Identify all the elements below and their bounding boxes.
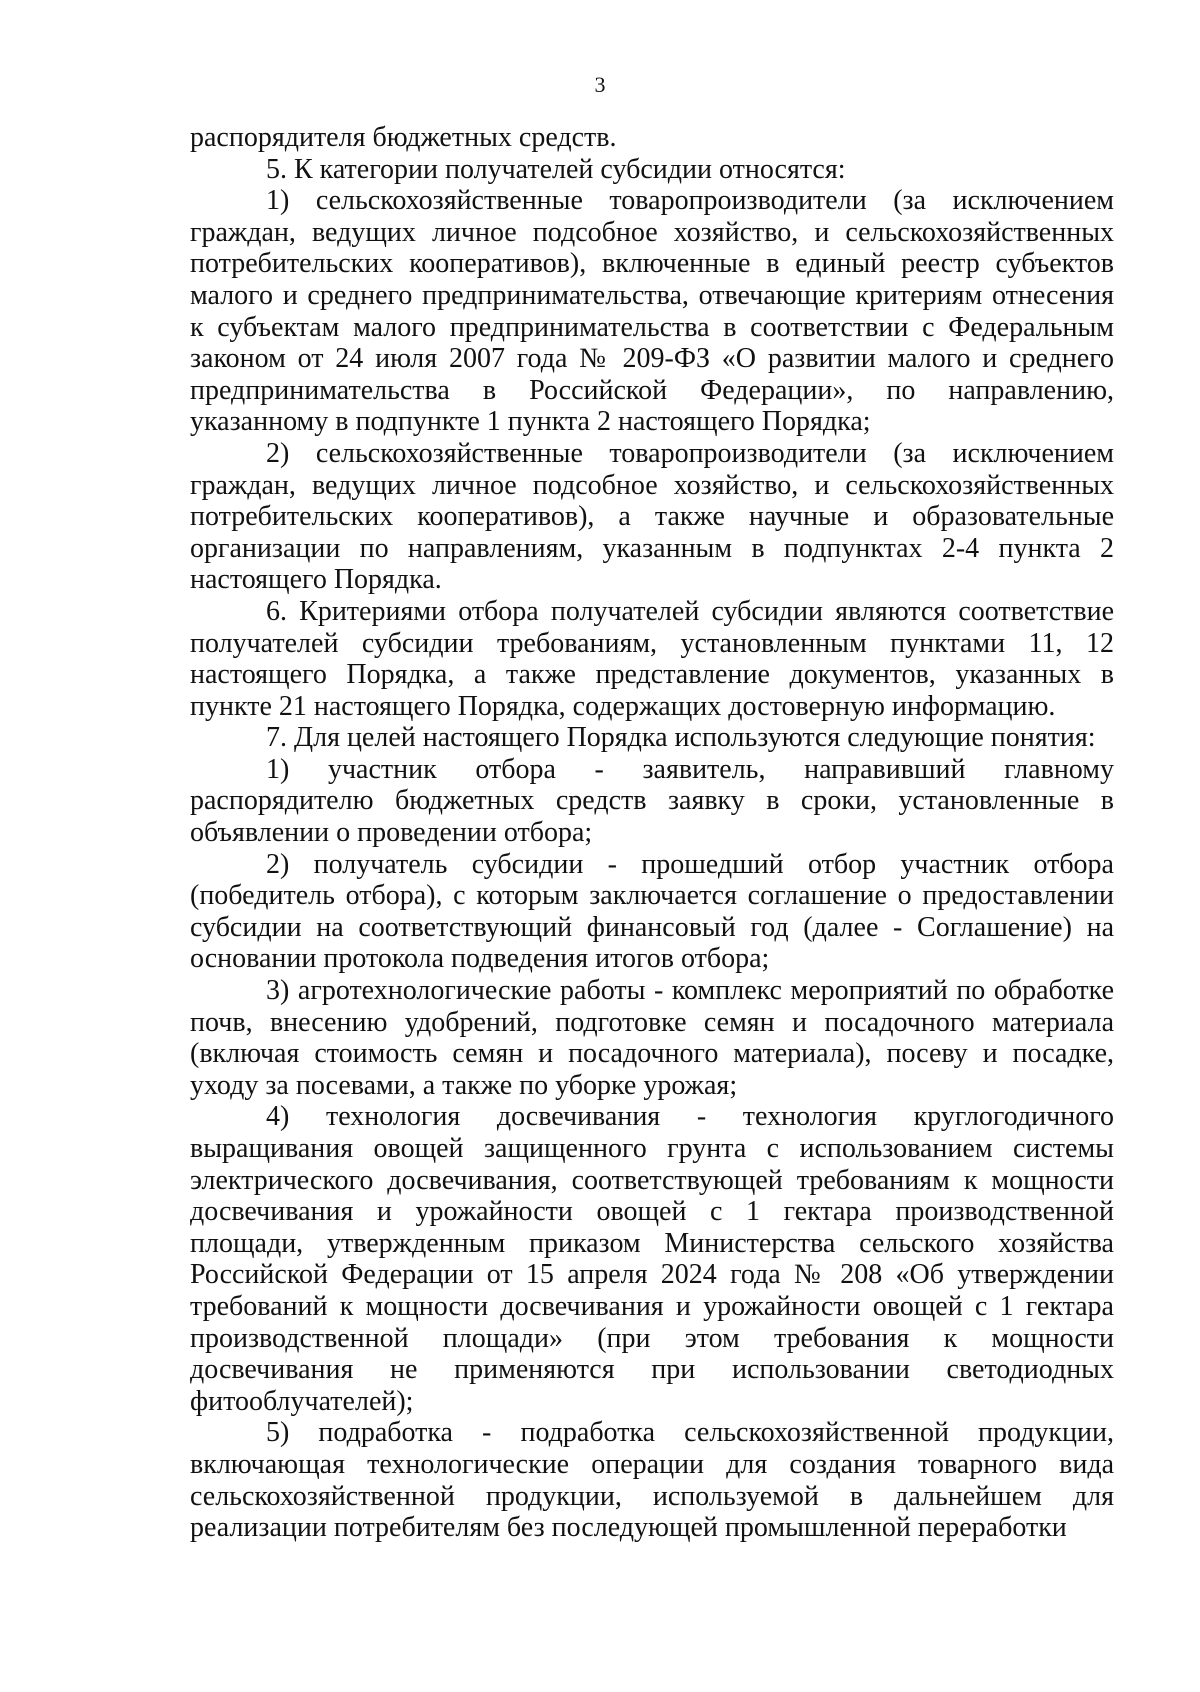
paragraph-clause-5-item-1: 1) сельскохозяйственные товаропроизводители (за исключением граждан, ведущих личное подсобное хозяйство, и сельскохозяйственных потребительских кооперативов), включенные в единый реестр субъектов малого и среднего предпринимательства, отвечающие критериям отнесения к субъектам малого предпринимательства в соответствии с Федеральным законом от 24 июля 2007 года № 209-ФЗ «О развитии малого и среднего предпринимательства в Российской Федерации», по направлению, указанному в подпункте 1 пункта 2 настоящего Порядка; (190, 185, 1114, 438)
paragraph-clause-7-item-5: 5) подработка - подработка сельскохозяйственной продукции, включающая технологические операции для создания товарного вида сельскохозяйственной продукции, используемой в дальнейшем для реализации потребителям без последующей промышленной переработки (190, 1417, 1114, 1544)
paragraph-clause-7-item-1: 1) участник отбора - заявитель, направивший главному распорядителю бюджетных средств заявку в сроки, установленные в объявлении о проведении отбора; (190, 753, 1114, 849)
page-number: 3 (594, 72, 606, 97)
paragraph-clause-7: 7. Для целей настоящего Порядка используются следующие понятия: (266, 722, 1096, 754)
paragraph-continuation: распорядителя бюджетных средств. (190, 122, 617, 153)
paragraph-clause-5-item-2: 2) сельскохозяйственные товаропроизводители (за исключением граждан, ведущих личное подсобное хозяйство, и сельскохозяйственных потребительских кооперативов), а также научные и образовательные организации по направлениям, указанным в подпунктах 2-4 пункта 2 настоящего Порядка. (190, 437, 1114, 596)
paragraph-clause-7-item-2: 2) получатель субсидии - прошедший отбор участник отбора (победитель отбора), с которым заключается соглашение о предоставлении субсидии на соответствующий финансовый год (далее - Соглашение) на основании протокола подведения итогов отбора; (190, 848, 1114, 975)
paragraph-clause-5: 5. К категории получателей субсидии относятся: (266, 153, 846, 185)
document-body (190, 122, 1114, 1544)
paragraph-clause-6: 6. Критериями отбора получателей субсидии являются соответствие получателей субсидии требованиям, установленным пунктами 11, 12 настоящего Порядка, а также представление документов, указанных в пункте 21 настоящего Порядка, содержащих достоверную информацию. (190, 595, 1114, 722)
paragraph-clause-7-item-4: 4) технология досвечивания - технология круглогодичного выращивания овощей защищенного грунта с использованием системы электрического досвечивания, соответствующей требованиям к мощности досвечивания и урожайности овощей с 1 гектара производственной площади, утвержденным приказом Министерства сельского хозяйства Российской Федерации от 15 апреля 2024 года № 208 «Об утверждении требований к мощности досвечивания и урожайности овощей с 1 гектара производственной площади» (при этом требования к мощности досвечивания не применяются при использовании светодиодных фитооблучателей); (190, 1101, 1114, 1417)
paragraph-clause-7-item-3: 3) агротехнологические работы - комплекс мероприятий по обработке почв, внесению удобрений, подготовке семян и посадочного материала (включая стоимость семян и посадочного материала), посеву и посадке, уходу за посевами, а также по уборке урожая; (190, 975, 1114, 1101)
